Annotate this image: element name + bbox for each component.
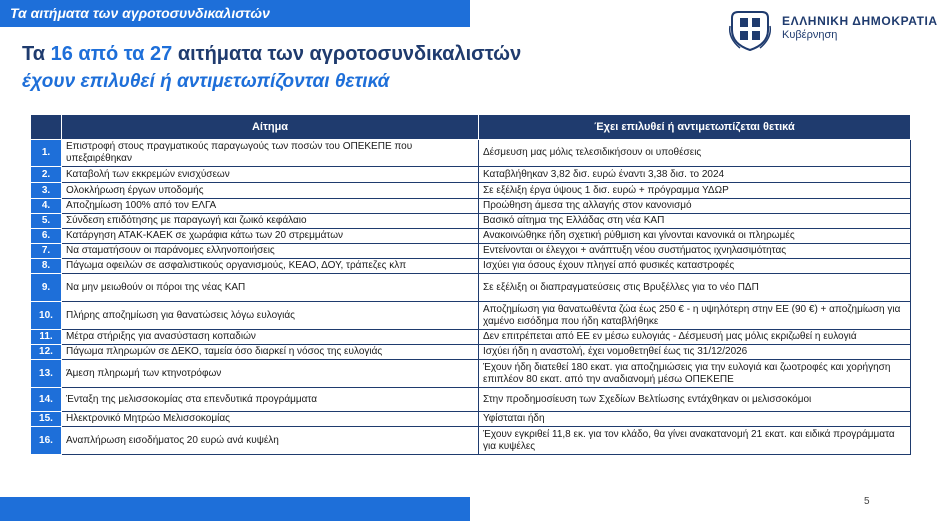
requests-table bbox=[30, 114, 911, 455]
request-cell: Πάγωμα πληρωμών σε ΔΕΚΟ, ταμεία όσο διαρκεί η νόσος της ευλογιάς bbox=[62, 345, 479, 360]
title-part-a: Τα bbox=[22, 43, 46, 65]
row-number: 14. bbox=[31, 388, 62, 412]
government-name: ΕΛΛΗΝΙΚΗ ΔΗΜΟΚΡΑΤΙΑ bbox=[782, 14, 938, 28]
request-cell: Να μην μειωθούν οι πόροι της νέας ΚΑΠ bbox=[62, 274, 479, 302]
top-banner bbox=[0, 0, 470, 27]
status-cell: Αποζημίωση για θανατωθέντα ζώα έως 250 € - η υψηλότερη στην ΕΕ (90 €) + αποζημίωση για χαμένο εισόδημα που ήδη καταβλήθηκε bbox=[479, 302, 911, 330]
column-header-number bbox=[31, 115, 62, 140]
status-cell: Έχουν ήδη διατεθεί 180 εκατ. για αποζημιώσεις για την ευλογιά και ζωοτροφές και χορήγηση επιπλέον 80 εκατ. από την αναδιανομή μέσω ΟΠΕΚΕΠΕ bbox=[479, 360, 911, 388]
page-subtitle: έχουν επιλυθεί ή αντιμετωπίζονται θετικά bbox=[22, 71, 390, 92]
row-number: 6. bbox=[31, 229, 62, 244]
status-cell: Δεν επιτρέπεται από ΕΕ εν μέσω ευλογιάς - Δέσμευσή μας μόλις εκριζωθεί η ευλογιά bbox=[479, 330, 911, 345]
column-header-request: Αίτημα bbox=[62, 115, 479, 140]
bottom-banner bbox=[0, 497, 470, 521]
table-row bbox=[31, 199, 911, 214]
status-cell: Σε εξέλιξη οι διαπραγματεύσεις στις Βρυξέλλες για το νέο ΠΔΠ bbox=[479, 274, 911, 302]
request-cell: Αναπλήρωση εισοδήματος 20 ευρώ ανά κυψέλη bbox=[62, 427, 479, 455]
request-cell: Επιστροφή στους πραγματικούς παραγωγούς των ποσών του ΟΠΕΚΕΠΕ που υπεξαιρέθηκαν bbox=[62, 140, 479, 167]
row-number: 4. bbox=[31, 199, 62, 214]
row-number: 15. bbox=[31, 412, 62, 427]
banner-title: Τα αιτήματα των αγροτοσυνδικαλιστών bbox=[10, 5, 270, 21]
table-row bbox=[31, 345, 911, 360]
row-number: 5. bbox=[31, 214, 62, 229]
request-cell: Ολοκλήρωση έργων υποδομής bbox=[62, 183, 479, 199]
table-row bbox=[31, 388, 911, 412]
table-row bbox=[31, 274, 911, 302]
row-number: 7. bbox=[31, 244, 62, 259]
request-cell: Μέτρα στήριξης για ανασύσταση κοπαδιών bbox=[62, 330, 479, 345]
request-cell: Ηλεκτρονικό Μητρώο Μελισσοκομίας bbox=[62, 412, 479, 427]
status-cell: Καταβλήθηκαν 3,82 δισ. ευρώ έναντι 3,38 δισ. το 2024 bbox=[479, 167, 911, 183]
status-cell: Ισχύει ήδη η αναστολή, έχει νομοθετηθεί έως τις 31/12/2026 bbox=[479, 345, 911, 360]
table-row bbox=[31, 244, 911, 259]
table-row bbox=[31, 167, 911, 183]
row-number: 10. bbox=[31, 302, 62, 330]
row-number: 1. bbox=[31, 140, 62, 167]
table-row bbox=[31, 214, 911, 229]
page-title bbox=[22, 43, 521, 66]
status-cell: Σε εξέλιξη έργα ύψους 1 δισ. ευρώ + πρόγραμμα ΥΔΩΡ bbox=[479, 183, 911, 199]
government-subtitle: Κυβέρνηση bbox=[782, 29, 838, 41]
request-cell: Αποζημίωση 100% από τον ΕΛΓΑ bbox=[62, 199, 479, 214]
table-row bbox=[31, 427, 911, 455]
column-header-status: Έχει επιλυθεί ή αντιμετωπίζεται θετικά bbox=[479, 115, 911, 140]
status-cell: Ισχύει για όσους έχουν πληγεί από φυσικές καταστροφές bbox=[479, 259, 911, 274]
table-row bbox=[31, 259, 911, 274]
table-row bbox=[31, 360, 911, 388]
row-number: 2. bbox=[31, 167, 62, 183]
request-cell: Πλήρης αποζημίωση για θανατώσεις λόγω ευλογιάς bbox=[62, 302, 479, 330]
status-cell: Στην προδημοσίευση των Σχεδίων Βελτίωσης εντάχθηκαν οι μελισσοκόμοι bbox=[479, 388, 911, 412]
request-cell: Καταβολή των εκκρεμών ενισχύσεων bbox=[62, 167, 479, 183]
request-cell: Σύνδεση επιδότησης με παραγωγή και ζωικό κεφάλαιο bbox=[62, 214, 479, 229]
table-row bbox=[31, 330, 911, 345]
table-header-row bbox=[31, 115, 911, 140]
table-row bbox=[31, 140, 911, 167]
request-cell: Κατάργηση ΑΤΑΚ-ΚΑΕΚ σε χωράφια κάτω των 20 στρεμμάτων bbox=[62, 229, 479, 244]
status-cell: Βασικό αίτημα της Ελλάδας στη νέα ΚΑΠ bbox=[479, 214, 911, 229]
table-row bbox=[31, 183, 911, 199]
status-cell: Προώθηση άμεσα της αλλαγής στον κανονισμό bbox=[479, 199, 911, 214]
row-number: 16. bbox=[31, 427, 62, 455]
request-cell: Πάγωμα οφειλών σε ασφαλιστικούς οργανισμούς, ΚΕΑΟ, ΔΟΥ, τράπεζες κλπ bbox=[62, 259, 479, 274]
row-number: 13. bbox=[31, 360, 62, 388]
request-cell: Να σταματήσουν οι παράνομες ελληνοποιήσεις bbox=[62, 244, 479, 259]
table-row bbox=[31, 412, 911, 427]
row-number: 12. bbox=[31, 345, 62, 360]
request-cell: Ένταξη της μελισσοκομίας στα επενδυτικά προγράμματα bbox=[62, 388, 479, 412]
title-highlight: 16 από τα 27 bbox=[50, 43, 173, 65]
status-cell: Δέσμευση μας μόλις τελεσιδικήσουν οι υποθέσεις bbox=[479, 140, 911, 167]
page-number: 5 bbox=[864, 496, 870, 507]
row-number: 3. bbox=[31, 183, 62, 199]
status-cell: Εντείνονται οι έλεγχοι + ανάπτυξη νέου συστήματος ιχνηλασιμότητας bbox=[479, 244, 911, 259]
row-number: 9. bbox=[31, 274, 62, 302]
status-cell: Ανακοινώθηκε ήδη σχετική ρύθμιση και γίνονται κανονικά οι πληρωμές bbox=[479, 229, 911, 244]
request-cell: Άμεση πληρωμή των κτηνοτρόφων bbox=[62, 360, 479, 388]
table-row bbox=[31, 229, 911, 244]
status-cell: Έχουν εγκριθεί 11,8 εκ. για τον κλάδο, θα γίνει ανακατανομή 21 εκατ. και ειδικά προγράμματα για κυψέλες bbox=[479, 427, 911, 455]
coat-of-arms-icon bbox=[726, 6, 774, 54]
title-part-c: αιτήματα των αγροτοσυνδικαλιστών bbox=[177, 43, 522, 65]
status-cell: Υφίσταται ήδη bbox=[479, 412, 911, 427]
row-number: 11. bbox=[31, 330, 62, 345]
row-number: 8. bbox=[31, 259, 62, 274]
table-row bbox=[31, 302, 911, 330]
